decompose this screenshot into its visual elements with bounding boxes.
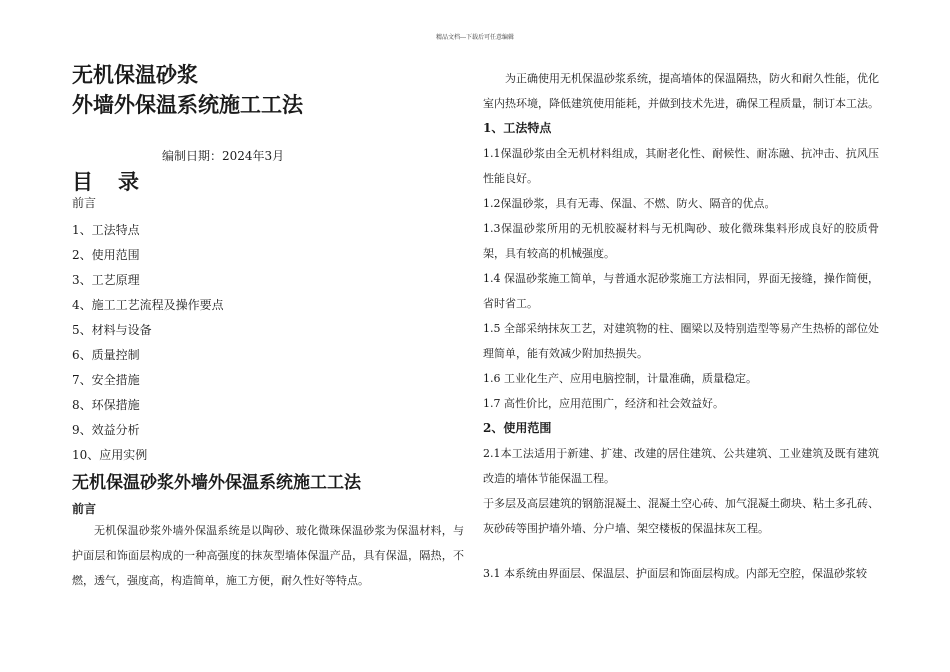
paragraph-2-1: 2.1本工法适用于新建、扩建、改建的居住建筑、公共建筑、工业建筑及既有建筑改造的墙体节能保温工程。 [483, 447, 879, 485]
paragraph-1-1: 1.1保温砂浆由全无机材料组成，其耐老化性、耐候性、耐冻融、抗冲击、抗风压性能良好。 [483, 147, 879, 185]
document-title-line1: 无机保温砂浆 [72, 62, 198, 87]
paragraph-gap [483, 541, 879, 561]
paragraph-2-2: 于多层及高层建筑的钢筋混凝土、混凝土空心砖、加气混凝土砌块、粘土多孔砖、灰砂砖等围护墙外墙、分户墙、架空楼板的保温抹灰工程。 [483, 497, 879, 535]
heading-scope: 2、使用范围 [483, 421, 552, 435]
paragraph-1-5: 1.5 全部采纳抹灰工艺，对建筑物的柱、圈梁以及特别造型等易产生热桥的部位处理简单，能有效减少附加热损失。 [483, 322, 879, 360]
document-title-line2: 外墙外保温系统施工工法 [72, 92, 303, 117]
paragraph-1-3: 1.3保温砂浆所用的无机胶凝材料与无机陶砂、玻化微珠集料形成良好的胶质骨架，具有较高的机械强度。 [483, 222, 879, 260]
paragraph-3-1: 3.1 本系统由界面层、保温层、护面层和饰面层构成。内部无空腔，保温砂浆较 [483, 567, 867, 580]
toc-item-7: 7、安全措施 [72, 373, 140, 387]
toc-item-1: 1、工法特点 [72, 223, 140, 237]
paragraph-1-7: 1.7 高性价比，应用范围广，经济和社会效益好。 [483, 397, 724, 410]
toc-item-10: 10、应用实例 [72, 448, 148, 462]
toc-item-4: 4、施工工艺流程及操作要点 [72, 298, 224, 312]
toc-heading: 目 录 [72, 169, 141, 194]
toc-item-5: 5、材料与设备 [72, 323, 152, 337]
toc-item-9: 9、效益分析 [72, 423, 140, 437]
toc-item-2: 2、使用范围 [72, 248, 140, 262]
heading-features: 1、工法特点 [483, 121, 552, 135]
toc-list [72, 194, 464, 468]
toc-item-3: 3、工艺原理 [72, 273, 140, 287]
right-column [483, 66, 879, 586]
section-title: 无机保温砂浆外墙外保温系统施工工法 [72, 473, 361, 493]
header-note: 精品文档---下载后可任意编辑 [435, 34, 515, 41]
toc-item-8: 8、环保措施 [72, 398, 140, 412]
intro-paragraph: 为正确使用无机保温砂浆系统，提高墙体的保温隔热，防火和耐久性能，优化室内热环境，降低建筑使用能耗，并做到技术先进，确保工程质量，制订本工法。 [483, 72, 879, 110]
toc-item-6: 6、质量控制 [72, 348, 140, 362]
left-column [72, 60, 464, 593]
preface-paragraph: 无机保温砂浆外墙外保温系统是以陶砂、玻化微珠保温砂浆为保温材料，与护面层和饰面层构成的一种高强度的抹灰型墙体保温产品，具有保温，隔热，不燃，透气，强度高，构造简单，施工方便，耐久性好等特点。 [72, 524, 464, 587]
toc-item-preface: 前言 [72, 196, 97, 210]
paragraph-1-6: 1.6 工业化生产、应用电脑控制，计量准确，质量稳定。 [483, 372, 757, 385]
preface-heading: 前言 [72, 502, 97, 516]
compile-date: 编制日期：2024年3月 [162, 149, 285, 163]
paragraph-1-2: 1.2保温砂浆，具有无毒、保温、不燃、防火、隔音的优点。 [483, 197, 776, 210]
paragraph-1-4: 1.4 保温砂浆施工简单，与普通水泥砂浆施工方法相同，界面无接缝，操作简便，省时省工。 [483, 272, 879, 310]
